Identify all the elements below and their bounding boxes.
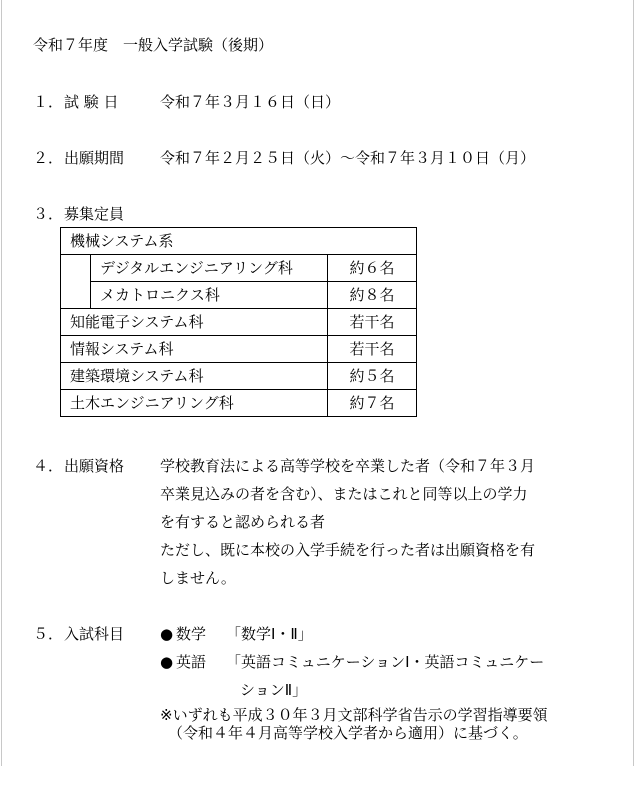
section-5-number: ５．: [33, 625, 64, 643]
qualification-line: ただし、既に本校の入学手続を行った者は出願資格を有: [160, 541, 536, 559]
english-subject-detail: 「英語コミュニケーションⅠ・英語コミュニケー: [226, 653, 545, 671]
english-subject-detail-continued: ションⅡ」: [240, 681, 308, 699]
exam-date-value: 令和７年３月１６日（日）: [160, 93, 341, 111]
table-row: [61, 309, 417, 336]
quota-department-name: 情報システム科: [61, 336, 328, 363]
english-bullet-icon: ●: [160, 653, 174, 671]
curriculum-note-continued: （令和４年４月高等学校入学者から適用）に基づく。: [168, 724, 528, 742]
left-frame-border: [1, 0, 2, 766]
table-row: [61, 282, 417, 309]
section-2-number: ２．: [33, 149, 64, 167]
quota-group-indent: [61, 255, 91, 309]
right-frame-border: [633, 0, 634, 766]
table-row: [61, 336, 417, 363]
application-period-label: 出願期間: [64, 149, 125, 167]
quota-group-name: 機械システム系: [61, 228, 417, 255]
curriculum-note: ※いずれも平成３０年３月文部科学省告示の学習指導要領: [160, 706, 548, 724]
document-title: 令和７年度 一般入学試験（後期）: [33, 36, 274, 54]
math-bullet-icon: ●: [160, 625, 174, 643]
qualification-line: 学校教育法による高等学校を卒業した者（令和７年３月: [160, 457, 536, 475]
quota-table: [60, 227, 417, 417]
quota-department-capacity: 約６名: [328, 255, 417, 282]
application-period-value: 令和７年２月２５日（火）～令和７年３月１０日（月）: [160, 149, 536, 167]
qualification-line: 卒業見込みの者を含む）、またはこれと同等以上の学力: [160, 485, 528, 503]
quota-department-name: メカトロニクス科: [91, 282, 328, 309]
quota-department-name: 土木エンジニアリング科: [61, 390, 328, 417]
exam-date-label: 試 験 日: [64, 93, 119, 111]
quota-department-name: デジタルエンジニアリング科: [91, 255, 328, 282]
section-3-number: ３．: [33, 205, 64, 223]
qualification-label: 出願資格: [64, 457, 125, 475]
quota-department-capacity: 約５名: [328, 363, 417, 390]
table-row: [61, 390, 417, 417]
qualification-line: しません。: [160, 569, 236, 587]
table-row: [61, 255, 417, 282]
quota-department-name: 知能電子システム科: [61, 309, 328, 336]
quota-label: 募集定員: [64, 205, 125, 223]
quota-department-capacity: 若干名: [328, 309, 417, 336]
quota-department-capacity: 約８名: [328, 282, 417, 309]
quota-department-capacity: 若干名: [328, 336, 417, 363]
qualification-line: を有すると認められる者: [160, 513, 326, 531]
math-subject-name: 数学: [176, 625, 207, 643]
math-subject-detail: 「数学Ⅰ・Ⅱ」: [226, 625, 313, 643]
table-row: [61, 363, 417, 390]
quota-department-name: 建築環境システム科: [61, 363, 328, 390]
english-subject-name: 英語: [176, 653, 207, 671]
subjects-label: 入試科目: [64, 625, 125, 643]
table-row: [61, 228, 417, 255]
quota-department-capacity: 約７名: [328, 390, 417, 417]
section-4-number: ４．: [33, 457, 64, 475]
section-1-number: １．: [33, 93, 64, 111]
